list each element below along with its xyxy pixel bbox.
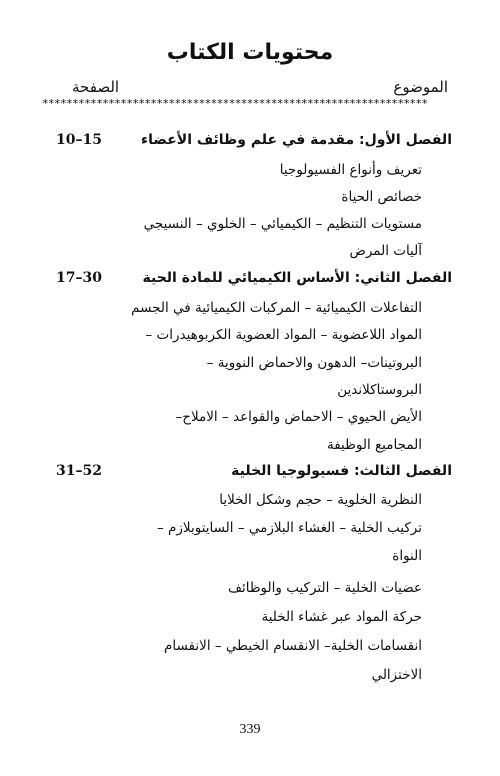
chapter-1-item-2: خصائص الحياة [341, 189, 422, 205]
chapter-3-item-4: عضيات الخلية – التركيب والوظائف [227, 580, 422, 596]
chapter-3-item-1: النظرية الخلوية – حجم وشكل الخلايا [219, 492, 422, 508]
chapter-2-item-1: التفاعلات الكيميائية – المركبات الكيميائية في الجسم [131, 300, 422, 316]
chapter-3-pages: 31–52 [56, 463, 102, 479]
page-title: محتويات الكتاب [166, 40, 334, 65]
chapter-3-item-5: حركة المواد عبر غشاء الخلية [261, 609, 422, 625]
chapter-1-pages: 10–15 [56, 132, 102, 148]
chapter-2-item-2: المواد اللاعضوية – المواد العضوية الكربوهيدرات – [145, 327, 422, 343]
chapter-3-item-2: تركيب الخلية – الغشاء البلازمي – السايتوبلازم – [156, 520, 422, 536]
chapter-2-pages: 17–30 [56, 270, 102, 286]
chapter-1-item-3: مستويات التنظيم – الكيميائي – الخلوي – النسيجي [143, 216, 422, 232]
chapter-3-item-7: الاختزالي [371, 667, 422, 683]
chapter-3-item-3: النواة [392, 548, 422, 564]
chapter-2-item-5: الأيض الحيوي – الاحماض والقواعد – الاملاح– [175, 409, 422, 425]
chapter-3-title: الفصل الثالث: فسيولوجيا الخلية [231, 463, 452, 479]
chapter-1-item-1: تعريف وأنواع الفسيولوجيا [279, 162, 422, 178]
chapter-1-title: الفصل الأول: مقدمة في علم وظائف الأعضاء [141, 132, 452, 148]
chapter-2-title: الفصل الثاني: الأساس الكيميائي للمادة الحية [142, 270, 452, 286]
page-column-header: الصفحة [72, 78, 120, 96]
chapter-2-item-6: المجاميع الوظيفة [326, 437, 422, 453]
chapter-1-item-4: آليات المرض [349, 243, 422, 259]
page-number: 339 [239, 722, 261, 737]
chapter-2-item-3: البروتينات– الدهون والاحماض النووية – [206, 355, 422, 371]
chapter-3-item-6: انقسامات الخلية– الانقسام الخيطي – الانقسام [164, 638, 422, 654]
topic-column-header: الموضوع [393, 78, 448, 96]
star-divider: **************************************************************** [42, 97, 428, 110]
chapter-2-item-4: البروستاكلاندين [337, 382, 422, 398]
